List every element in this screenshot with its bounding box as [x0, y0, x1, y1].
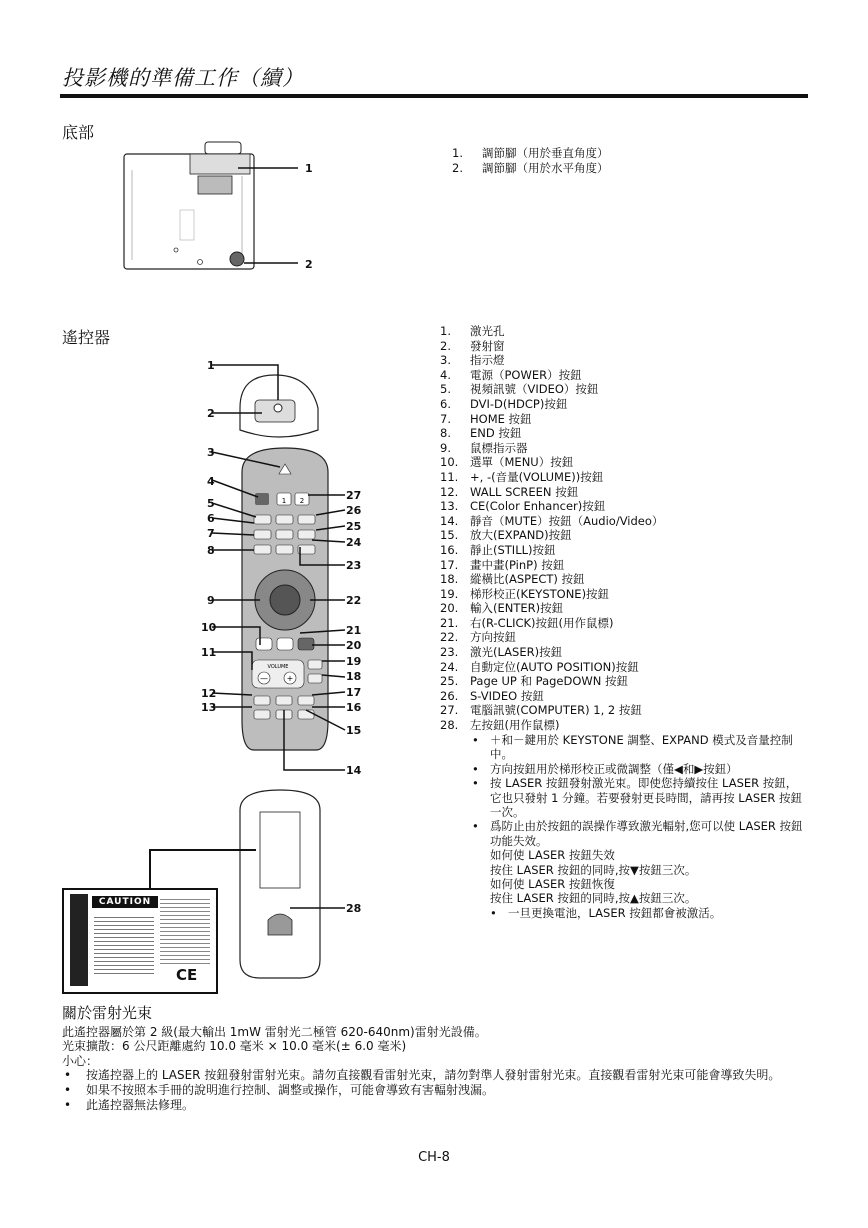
list-item: 19. 梯形校正(KEYSTONE)按鈕 — [440, 586, 610, 601]
remote-callout-14: 14 — [346, 764, 362, 777]
laser-bullet: • 此遙控器無法修理。 — [64, 1097, 195, 1112]
caution-heading: 小心： — [62, 1053, 99, 1068]
list-item: 8. END 按鈕 — [440, 426, 522, 441]
disable-laser-title: 如何使 LASER 按鈕失效 — [490, 848, 615, 863]
remote-callout-11: 11 — [201, 646, 217, 659]
remote-callout-3: 3 — [207, 446, 215, 459]
remote-notes — [472, 733, 804, 920]
laser-bullet: • 如果不按照本手冊的說明進行控制、調整或操作，可能會導致有害輻射洩漏。 — [64, 1082, 495, 1097]
remote-callout-23: 23 — [346, 559, 362, 572]
bottom-callout-2: 2 — [305, 258, 313, 271]
bottom-heading: 底部 — [62, 123, 95, 142]
list-item: 13. CE(Color Enhancer)按鈕 — [440, 499, 606, 514]
list-item: 23. 激光(LASER)按鈕 — [440, 645, 563, 660]
list-item: 26. S-VIDEO 按鈕 — [440, 688, 544, 703]
remote-callout-10: 10 — [201, 621, 217, 634]
list-item: 27. 電腦訊號(COMPUTER) 1, 2 按鈕 — [440, 703, 642, 718]
list-item: 22. 方向按鈕 — [440, 630, 516, 645]
list-item: 20. 輸入(ENTER)按鈕 — [440, 601, 564, 616]
laser-bullet: • 按遙控器上的 LASER 按鈕發射雷射光束。請勿直接觀看雷射光束，請勿對準人發射雷射光束。直接觀看雷射光束可能會導致失明。 — [64, 1068, 781, 1083]
remote-callout-13: 13 — [201, 701, 217, 714]
caution-label — [62, 888, 218, 994]
list-item: 15. 放大(EXPAND)按鈕 — [440, 528, 572, 543]
caution-title: CAUTION — [92, 896, 158, 908]
laser-divergence-text: 光束擴散：6 公尺距離處約 10.0 毫米 × 10.0 毫米(± 6.0 毫米) — [62, 1039, 407, 1054]
list-item: 14. 靜音（MUTE）按鈕（Audio/Video） — [440, 513, 664, 528]
remote-callout-15: 15 — [346, 724, 362, 737]
note-item: • 爲防止由於按鈕的誤操作導致激光輻射,您可以使 LASER 按鈕功能失效。 — [472, 819, 803, 848]
list-item: 4. 電源（POWER）按鈕 — [440, 367, 582, 382]
computer-2-label: 2 — [299, 497, 305, 505]
note-item: • ＋和－鍵用於 KEYSTONE 調整、EXPAND 模式及音量控制中。 — [472, 733, 793, 762]
remote-callout-24: 24 — [346, 536, 362, 549]
list-item: 2. 發射窗 — [440, 338, 505, 353]
bottom-callout-1: 1 — [305, 162, 313, 175]
list-item: 21. 右(R-CLICK)按鈕(用作鼠標) — [440, 615, 614, 630]
list-item: 5. 視頻訊號（VIDEO）按鈕 — [440, 382, 599, 397]
remote-parts-list — [440, 324, 663, 733]
remote-callout-16: 16 — [346, 701, 362, 714]
disable-laser-text: 按住 LASER 按鈕的同時,按▼按鈕三次。 — [490, 862, 697, 877]
projector-bottom-illustration — [110, 140, 330, 275]
remote-callout-26: 26 — [346, 504, 362, 517]
remote-callout-2: 2 — [207, 407, 215, 420]
list-item: 28. 左按鈕(用作鼠標) — [440, 718, 560, 733]
remote-callout-17: 17 — [346, 686, 362, 699]
restore-laser-title: 如何使 LASER 按鈕恢復 — [490, 877, 615, 892]
list-item: 17. 畫中畫(PinP) 按鈕 — [440, 557, 565, 572]
list-item: 1. 激光孔 — [440, 324, 505, 338]
remote-callout-6: 6 — [207, 512, 215, 525]
remote-callout-27: 27 — [346, 489, 362, 502]
remote-callout-19: 19 — [346, 655, 362, 668]
remote-heading: 遙控器 — [62, 328, 111, 347]
remote-callout-1: 1 — [207, 359, 215, 372]
list-item: 7. HOME 按鈕 — [440, 411, 532, 426]
remote-callout-20: 20 — [346, 639, 362, 652]
remote-callout-5: 5 — [207, 497, 215, 510]
remote-callout-25: 25 — [346, 520, 362, 533]
list-item: 24. 自動定位(AUTO POSITION)按鈕 — [440, 659, 639, 674]
computer-1-label: 1 — [281, 497, 287, 505]
remote-callout-12: 12 — [201, 687, 217, 700]
remote-callout-28: 28 — [346, 902, 362, 915]
list-item: 10. 選單（MENU）按鈕 — [440, 455, 574, 470]
list-item: 3. 指示燈 — [440, 353, 505, 368]
note-item: • 方向按鈕用於梯形校正或微調整（僅◀和▶按鈕） — [472, 761, 738, 776]
restore-laser-text: 按住 LASER 按鈕的同時,按▲按鈕三次。 — [490, 891, 697, 906]
list-item: 18. 縱橫比(ASPECT) 按鈕 — [440, 572, 585, 587]
volume-minus-label: — — [260, 674, 268, 683]
list-item: 1. 調節腳（用於垂直角度） — [452, 146, 609, 160]
note-item: • 按 LASER 按鈕發射激光束。即使您持續按住 LASER 按鈕，它也只發射 1 分鐘。若要發射更長時間，請再按 LASER 按鈕一次。 — [472, 776, 803, 820]
title-rule — [60, 94, 808, 98]
list-item: 25. Page UP 和 PageDOWN 按鈕 — [440, 674, 629, 689]
list-item: 11. +, -(音量(VOLUME))按鈕 — [440, 469, 604, 484]
laser-heading: 關於雷射光束 — [62, 1004, 153, 1022]
laser-class-text: 此遙控器屬於第 2 級(最大輸出 1mW 雷射光二極管 620-640nm)雷射光設備。 — [62, 1024, 487, 1039]
laser-section — [62, 1006, 822, 1112]
volume-label: VOLUME — [267, 664, 289, 670]
page-title: 投影機的準備工作（續） — [62, 66, 304, 90]
bottom-parts-list — [452, 146, 609, 175]
remote-callout-18: 18 — [346, 670, 362, 683]
list-item: 9. 鼠標指示器 — [440, 440, 528, 455]
remote-callout-7: 7 — [207, 527, 215, 540]
remote-callout-21: 21 — [346, 624, 362, 637]
remote-callout-8: 8 — [207, 544, 215, 557]
note-subitem: • 一旦更換電池，LASER 按鈕都會被激活。 — [490, 905, 722, 920]
page-number: CH-8 — [418, 1150, 450, 1165]
list-item: 6. DVI-D(HDCP)按鈕 — [440, 396, 568, 411]
list-item: 2. 調節腳（用於水平角度） — [452, 160, 609, 175]
list-item: 16. 靜止(STILL)按鈕 — [440, 542, 556, 557]
remote-callout-lines — [200, 355, 360, 775]
volume-plus-label: + — [286, 674, 294, 683]
callout-28-line — [290, 905, 345, 911]
remote-callout-9: 9 — [207, 594, 215, 607]
remote-callout-4: 4 — [207, 475, 215, 488]
list-item: 12. WALL SCREEN 按鈕 — [440, 484, 579, 499]
remote-callout-22: 22 — [346, 594, 362, 607]
ce-mark-icon: CE — [176, 966, 198, 984]
